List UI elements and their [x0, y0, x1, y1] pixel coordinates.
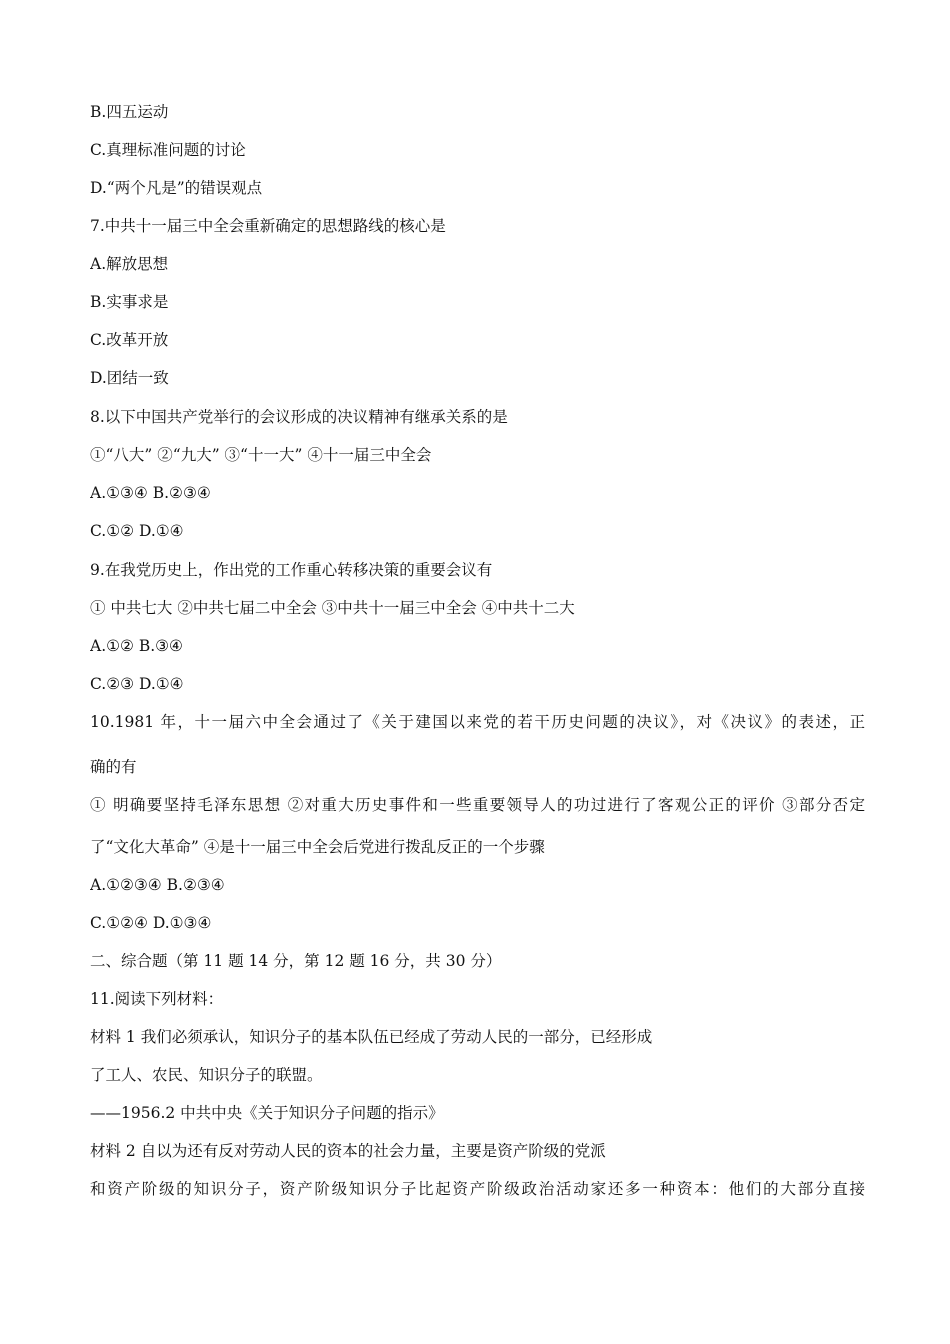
question-7-option-a: A.解放思想 — [90, 255, 169, 273]
question-11: 11.阅读下列材料： — [90, 990, 224, 1008]
question-7-option-d: D.团结一致 — [90, 369, 169, 387]
question-8-items: ①“八大” ②“九大” ③“十一大” ④十一届三中全会 — [90, 446, 432, 464]
question-9: 9.在我党历史上，作出党的工作重心转移决策的重要会议有 — [90, 561, 493, 579]
question-9-options-ab: A.①② B.③④ — [90, 637, 183, 655]
material-2-line-2: 和资产阶级的知识分子，资产阶级知识分子比起资产阶级政治活动家还多一种资本：他们的大部分直接 — [90, 1180, 865, 1198]
question-7: 7.中共十一届三中全会重新确定的思想路线的核心是 — [90, 217, 446, 235]
section-2-heading: 二、综合题（第 11 题 14 分，第 12 题 16 分，共 30 分） — [90, 952, 502, 970]
question-8-options-cd: C.①② D.①④ — [90, 522, 184, 540]
question-7-option-c: C.改革开放 — [90, 331, 169, 349]
question-10-line-2: 确的有 — [90, 758, 137, 776]
material-2-line-1: 材料 2 自以为还有反对劳动人民的资本的社会力量，主要是资产阶级的党派 — [90, 1142, 606, 1160]
question-10-options-cd: C.①②④ D.①③④ — [90, 914, 212, 932]
material-1-line-1: 材料 1 我们必须承认，知识分子的基本队伍已经成了劳动人民的一部分，已经形成 — [90, 1028, 653, 1046]
question-10-items-line-1: ① 明确要坚持毛泽东思想 ②对重大历史事件和一些重要领导人的功过进行了客观公正的评价 ③部分否定 — [90, 796, 865, 814]
material-1-line-2: 了工人、农民、知识分子的联盟。 — [90, 1066, 323, 1084]
question-10-options-ab: A.①②③④ B.②③④ — [90, 876, 225, 894]
question-9-options-cd: C.②③ D.①④ — [90, 675, 184, 693]
question-8: 8.以下中国共产党举行的会议形成的决议精神有继承关系的是 — [90, 408, 508, 426]
option-b-april-fifth-movement: B.四五运动 — [90, 103, 169, 121]
question-10-line-1: 10.1981 年，十一届六中全会通过了《关于建国以来党的若干历史问题的决议》，对《决议》的表述，正 — [90, 713, 865, 731]
question-9-items: ① 中共七大 ②中共七届二中全会 ③中共十一届三中全会 ④中共十二大 — [90, 599, 575, 617]
question-8-options-ab: A.①③④ B.②③④ — [90, 484, 211, 502]
material-1-source: ——1956.2 中共中央《关于知识分子问题的指示》 — [90, 1104, 444, 1122]
question-7-option-b: B.实事求是 — [90, 293, 169, 311]
option-d-two-whatevers: D.“两个凡是”的错误观点 — [90, 179, 263, 197]
option-c-truth-criterion-discussion: C.真理标准问题的讨论 — [90, 141, 246, 159]
question-10-items-line-2: 了“文化大革命” ④是十一届三中全会后党进行拨乱反正的一个步骤 — [90, 838, 545, 856]
